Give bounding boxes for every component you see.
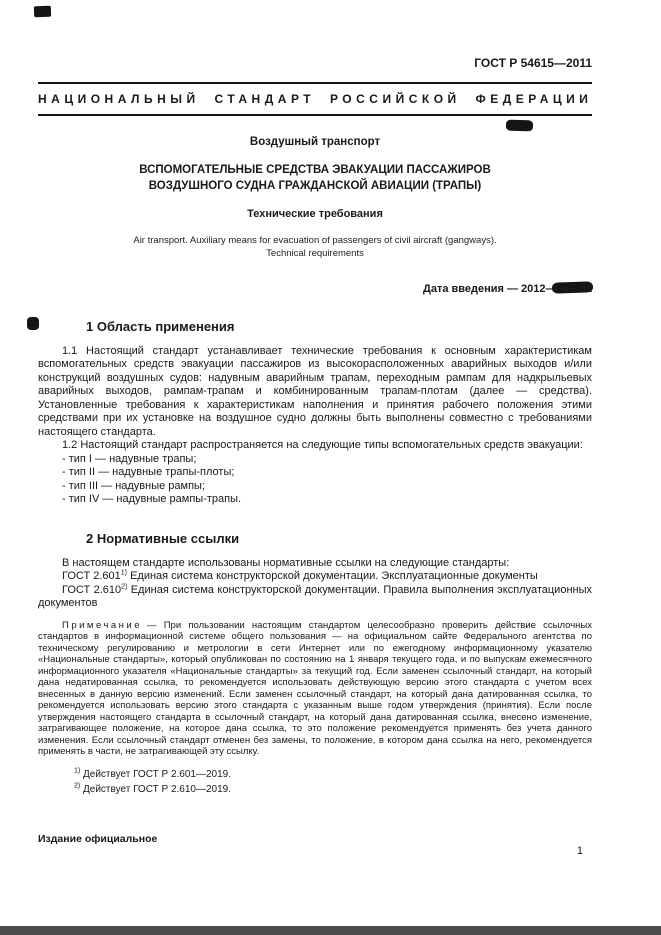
official-edition-label: Издание официальное <box>38 833 158 845</box>
paragraph-1-1: 1.1 Настоящий стандарт устанавливает технические требования к основным характеристикам вспомогательных средств эвакуации пассажиров из высокорасположенных аварийных выходов и/или конструкций воздушных судов: надувным аварийным трапам, переходным рампам для надкрыльевых аварийных выходов, рампам-трапам и комбинированным трапам-плотам (далее — средства). Установленные требования к характеристикам наполнения и принятия рабочего положения этими средствами при их установке на воздушное судно должны быть выполнены совместно с требованиями настоящего стандарта. <box>38 344 592 438</box>
list-item-type-3: - тип III — надувные рампы; <box>62 479 206 492</box>
list-item-type-1: - тип I — надувные трапы; <box>62 452 197 465</box>
page-number: 1 <box>576 845 583 857</box>
reference-superscript: 2) <box>121 582 128 590</box>
bottom-scan-bar <box>0 926 661 935</box>
footnotes <box>38 768 592 796</box>
list-item-type-4: - тип IV — надувные рампы-трапы. <box>62 493 242 506</box>
reference-gost-2601 <box>38 570 592 584</box>
list-item-type-2: - тип II — надувные трапы-плоты; <box>62 466 235 479</box>
evacuation-type-list <box>62 453 592 507</box>
doc-title-line-1: ВСПОМОГАТЕЛЬНЫЕ СРЕДСТВА ЭВАКУАЦИИ ПАССАЖИРОВ <box>139 164 491 176</box>
standard-banner: НАЦИОНАЛЬНЫЙ СТАНДАРТ РОССИЙСКОЙ ФЕДЕРАЦИИ <box>38 92 593 106</box>
doc-title-line-2: ВОЗДУШНОГО СУДНА ГРАЖДАНСКОЙ АВИАЦИИ (ТРАПЫ) <box>148 179 482 192</box>
page-content <box>38 0 592 798</box>
footnote-text: Действует ГОСТ Р 2.610—2019. <box>80 783 231 795</box>
reference-text: Единая система конструкторской документации. Эксплуатационные документы <box>127 570 538 583</box>
header-rule-top <box>38 82 592 84</box>
doc-title <box>38 163 592 194</box>
section-2-heading: 2 Нормативные ссылки <box>86 530 240 546</box>
reference-superscript: 1) <box>120 569 128 577</box>
doc-subject: Воздушный транспорт <box>249 136 381 148</box>
footnote-1 <box>74 768 592 781</box>
footnote-text: Действует ГОСТ Р 2.601—2019. <box>80 768 231 780</box>
reference-code: ГОСТ 2.601 <box>62 570 121 583</box>
header-rule-bottom <box>38 114 592 116</box>
paragraph-1-2: 1.2 Настоящий стандарт распространяется на следующие типы вспомогательных средств эвакуации: <box>62 439 583 452</box>
section-1-heading: 1 Область применения <box>86 318 235 334</box>
doc-title-en-line-1: Air transport. Auxiliary means for evacuation of passengers of civil aircraft (gangways). <box>133 235 497 247</box>
doc-title-en <box>38 234 592 261</box>
footnote-superscript: 2) <box>74 782 81 790</box>
references-intro: В настоящем стандарте использованы нормативные ссылки на следующие стандарты: <box>62 556 510 569</box>
doc-title-en-line-2: Technical requirements <box>266 248 364 260</box>
footnote-superscript: 1) <box>74 767 81 775</box>
note-label: Примечание <box>62 619 142 631</box>
reference-gost-2610 <box>38 584 592 611</box>
doc-number: ГОСТ Р 54615—2011 <box>474 56 592 70</box>
reference-text: Единая система конструкторской документации. Правила выполнения эксплуатационных документов <box>38 583 592 610</box>
normative-references-note <box>38 620 592 758</box>
reference-code: ГОСТ 2.610 <box>62 583 122 596</box>
doc-subtitle: Технические требования <box>247 208 383 221</box>
footnote-2 <box>74 783 592 796</box>
note-text: — При пользовании настоящим стандартом целесообразно проверить действие ссылочных стандартов в информационной системе общего пользования — на официальном сайте Федерального агентства по техническому регулированию и метрологии в сети Интернет или по ежегодному информационному указателю «Национальные стандарты», который опубликован по состоянию на 1 января текущего года, и по выпускам ежемесячного информационного указателя «Национальные стандарты» за текущий год. Если заменен ссылочный стандарт, на который дана недатированная ссылка, то рекомендуется использовать действующую версию этого стандарта с учетом всех внесенных в данную версию изменений. Если заменен ссылочный стандарт, на который дана датированная ссылка, то рекомендуется использовать версию этого стандарта с указанным выше годом утверждения (принятия). Если после утверждения настоящего стандарта в ссылочный стандарт, на который дана датированная ссылка, внесено изменение, затрагивающее положение, на которое дана ссылка, то это положение рекомендуется применять без учета данного изменения. Если ссылочный стандарт отменен без замены, то положение, в котором дана ссылка на него, рекомендуется применять в части, не затрагивающей эту ссылку. <box>38 619 592 758</box>
effective-date: Дата введения — 2012—06—01 <box>423 282 592 295</box>
